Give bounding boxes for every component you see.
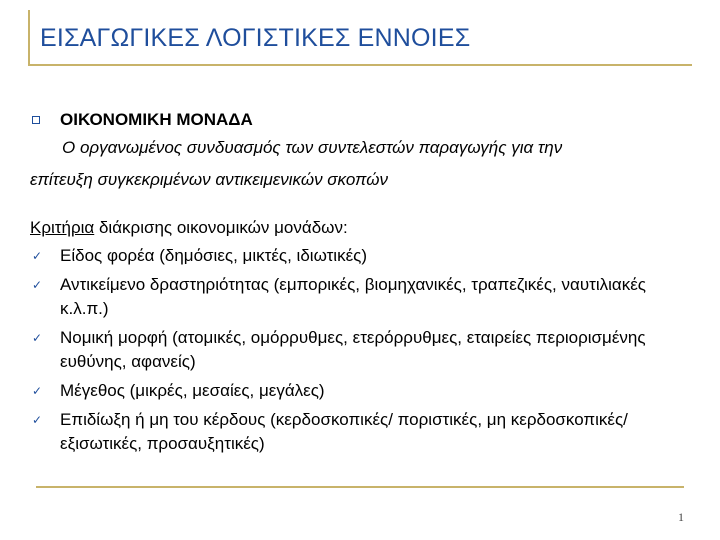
list-item-text: Επιδίωξη ή μη του κέρδους (κερδοσκοπικές/ ποριστικές, μη κερδοσκοπικές/εξισωτικές, προσαυξητικές) — [60, 410, 628, 453]
list-item — [30, 273, 680, 321]
criteria-intro — [30, 216, 680, 240]
list-item — [30, 408, 680, 456]
list-item-text: Είδος φορέα (δημόσιες, μικτές, ιδιωτικές) — [60, 246, 368, 265]
criteria-text: διάκρισης οικονομικών μονάδων: — [94, 218, 348, 237]
checkmark-icon: ✓ — [32, 413, 43, 427]
list-item — [30, 244, 680, 268]
slide-title: ΕΙΣΑΓΩΓΙΚΕΣ ΛΟΓΙΣΤΙΚΕΣ ΕΝΝΟΙΕΣ — [40, 24, 471, 52]
definition-line-2: επίτευξη συγκεκριμένων αντικειμενικών σκοπών — [30, 170, 388, 189]
square-bullet-icon — [32, 116, 40, 124]
criteria-list — [30, 244, 680, 456]
page-number: 1 — [678, 510, 684, 524]
list-item — [30, 326, 680, 374]
section-heading: ΟΙΚΟΝΟΜΙΚΗ ΜΟΝΑΔΑ — [60, 110, 253, 129]
list-item-text: Νομική μορφή (ατομικές, ομόρρυθμες, ετερόρρυθμες, εταιρείες περιορισμένης ευθύνης, αφανείς) — [60, 328, 646, 371]
list-item-text: Μέγεθος (μικρές, μεσαίες, μεγάλες) — [60, 381, 325, 400]
section-heading-row — [30, 108, 680, 132]
list-item — [30, 379, 680, 403]
title-frame — [28, 10, 692, 66]
checkmark-icon: ✓ — [32, 384, 43, 398]
checkmark-icon: ✓ — [32, 278, 43, 292]
list-item-text: Αντικείμενο δραστηριότητας (εμπορικές, βιομηχανικές, τραπεζικές, ναυτιλιακές κ.λ.π.) — [60, 275, 646, 318]
checkmark-icon: ✓ — [32, 249, 43, 263]
footer-divider — [36, 486, 684, 488]
criteria-word: Κριτήρια — [30, 218, 95, 237]
checkmark-icon: ✓ — [32, 331, 43, 345]
definition-line-1: Ο οργανωμένος συνδυασμός των συντελεστών παραγωγής για την — [62, 138, 563, 157]
slide-body — [30, 108, 680, 461]
